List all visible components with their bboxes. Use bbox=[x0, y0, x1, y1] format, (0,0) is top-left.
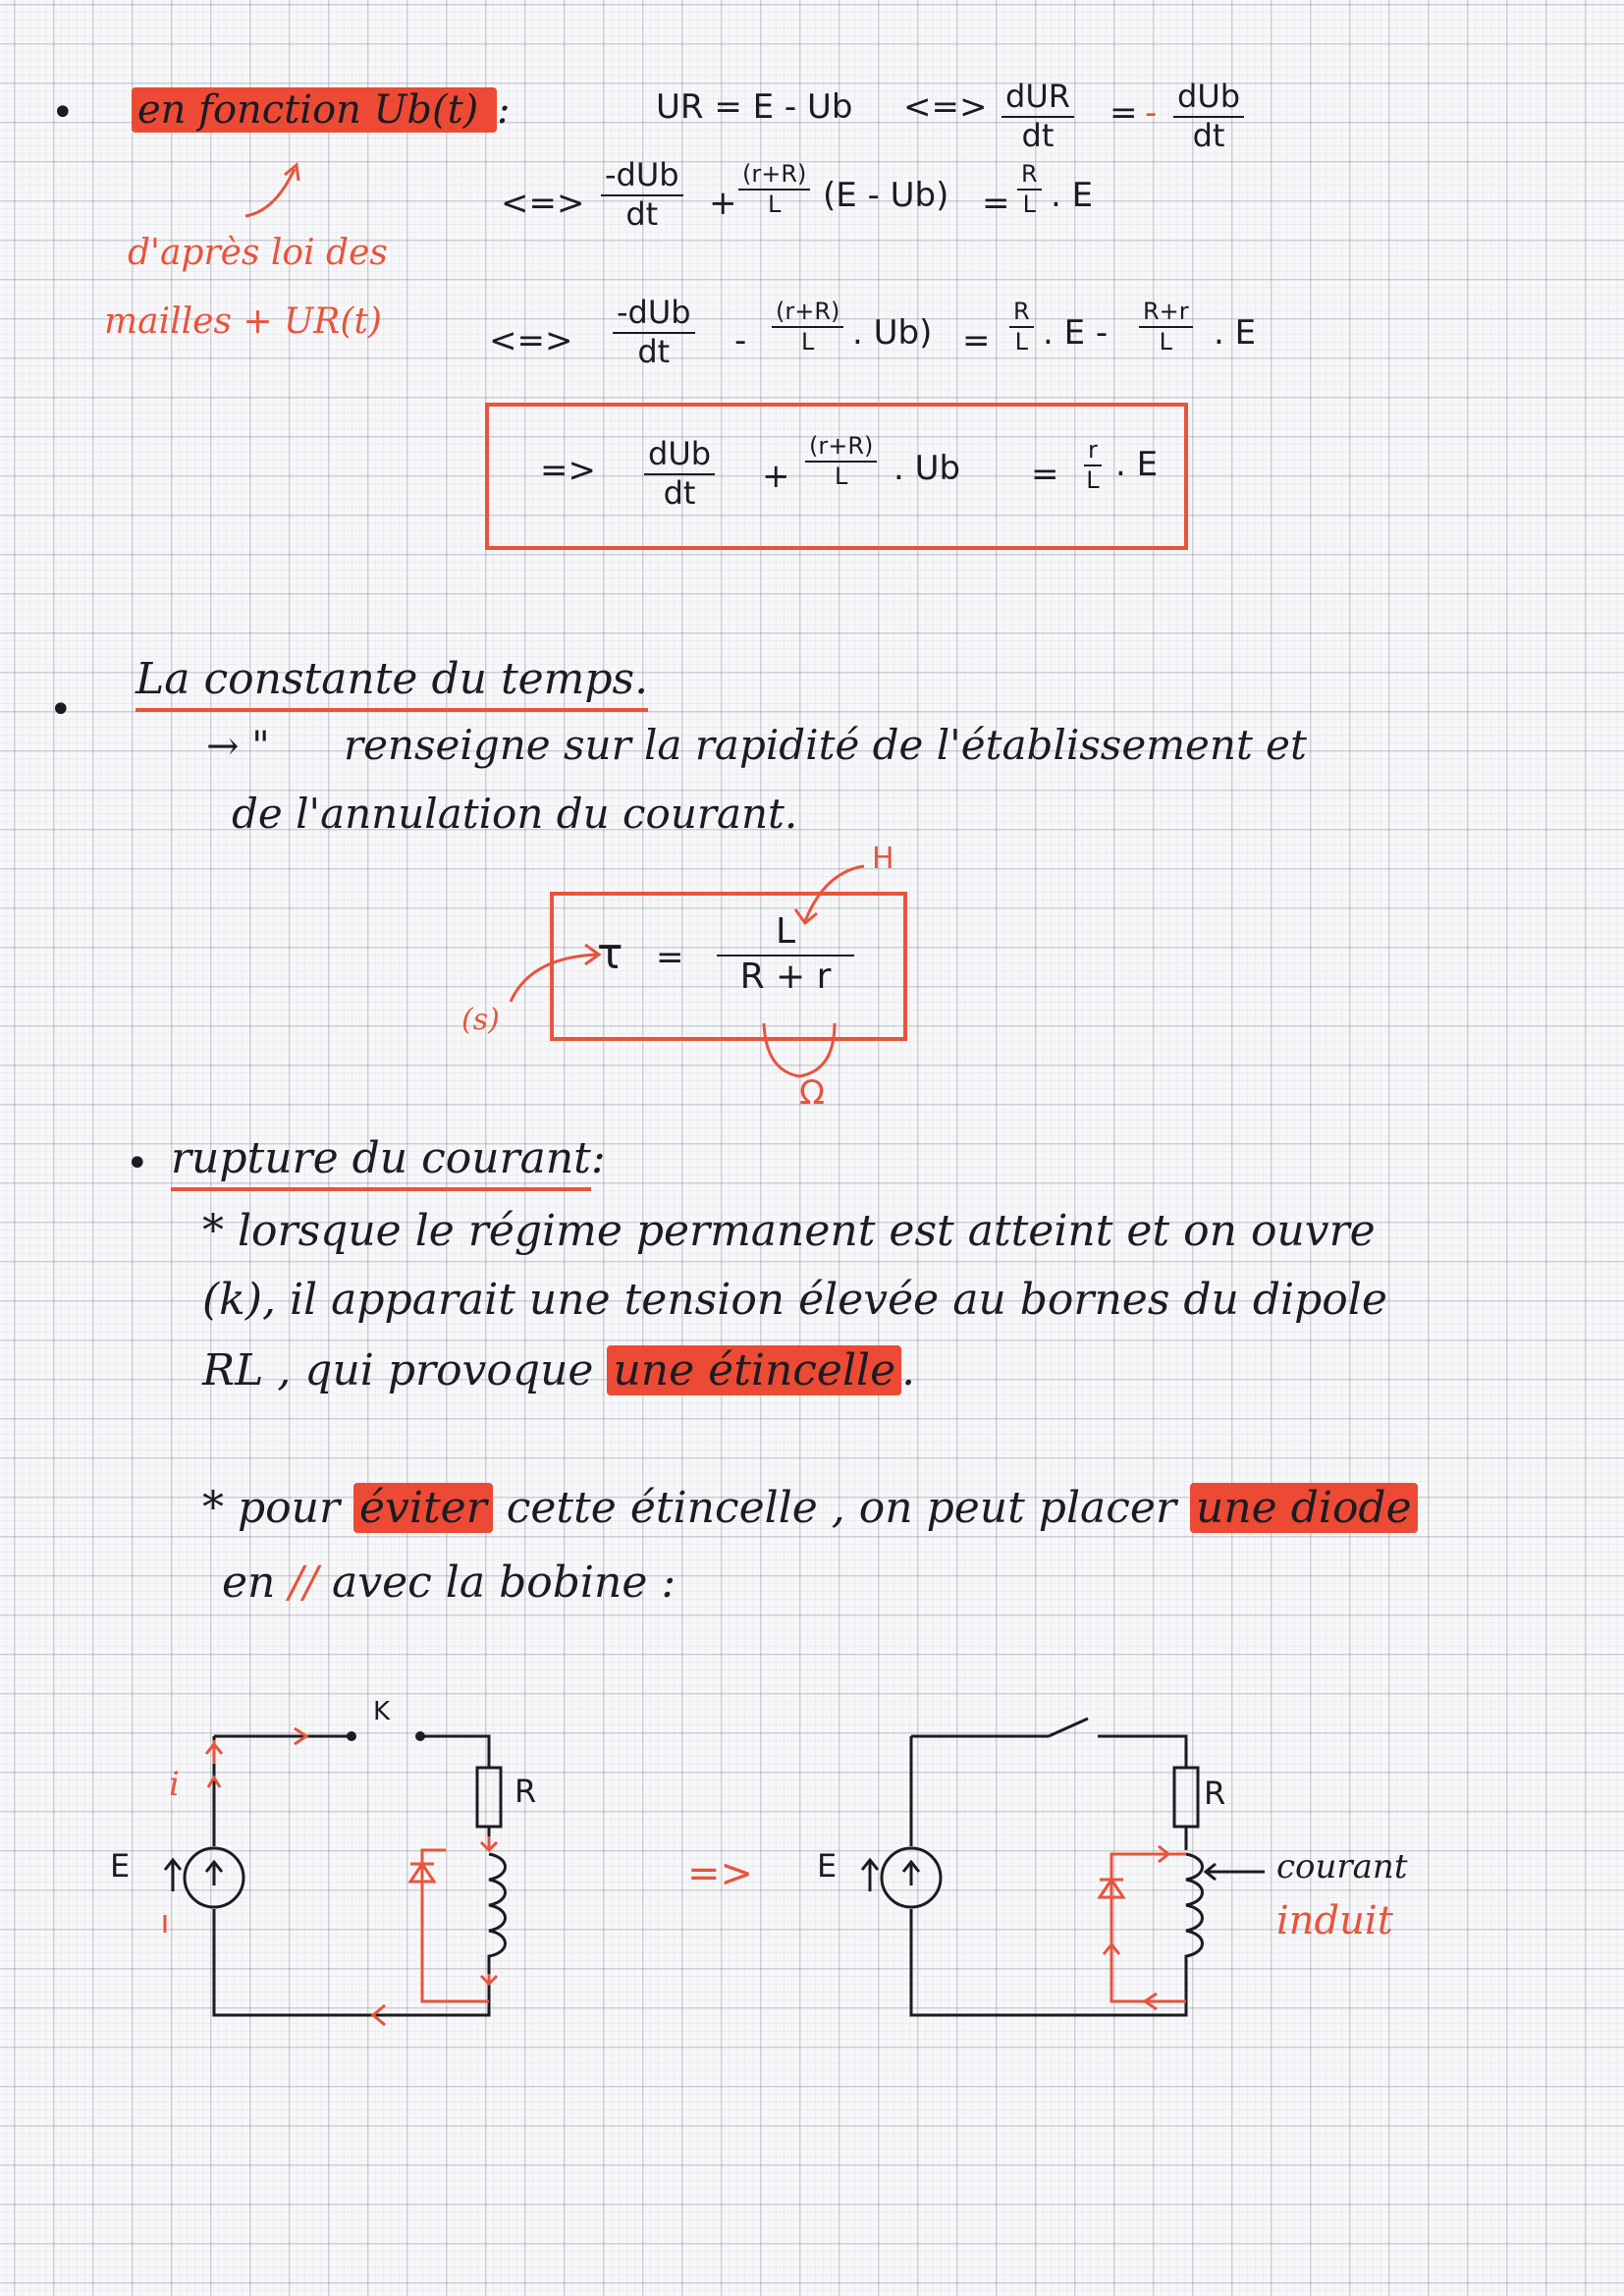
source-label-e: E bbox=[110, 1847, 131, 1885]
frac-num: r bbox=[1084, 438, 1102, 466]
heading-text: en fonction bbox=[137, 87, 361, 133]
eq3-equals: = bbox=[962, 321, 991, 360]
highlight-eviter: éviter bbox=[353, 1483, 493, 1533]
result-frac-3 bbox=[1084, 438, 1102, 493]
frac-num: (r+R) bbox=[772, 300, 843, 328]
definition-line-2: de l'annulation du courant. bbox=[232, 790, 798, 838]
frac-num: R+r bbox=[1139, 300, 1193, 328]
bullet: • bbox=[126, 1141, 149, 1186]
note-courant: courant bbox=[1276, 1847, 1408, 1886]
circuit-left bbox=[98, 1689, 569, 2043]
note-line-2: mailles + UR(t) bbox=[104, 301, 382, 342]
section-heading-constante bbox=[135, 654, 649, 704]
eq3-tail: . E bbox=[1214, 313, 1257, 353]
eq3-frac-3 bbox=[1009, 300, 1034, 355]
heading-text: rupture du courant bbox=[171, 1133, 591, 1191]
diode-line-1 bbox=[202, 1483, 1418, 1533]
heading-highlight bbox=[132, 87, 497, 133]
eq2-plus: + bbox=[709, 184, 737, 223]
frac-den: L bbox=[835, 463, 848, 491]
text-run: en bbox=[222, 1558, 276, 1608]
frac-num: (r+R) bbox=[805, 434, 877, 463]
frac-num: dUb bbox=[644, 438, 715, 475]
unit-ohm: Ω bbox=[799, 1073, 825, 1113]
tau-symbol: τ bbox=[597, 929, 623, 979]
section-heading-rupture bbox=[171, 1133, 606, 1183]
eq1-minus: - bbox=[1145, 93, 1158, 133]
result-arrow: => bbox=[540, 451, 596, 490]
unit-henry: H bbox=[872, 842, 894, 876]
frac-num: R bbox=[1017, 162, 1042, 191]
unit-arrows-icon bbox=[452, 842, 923, 1100]
rupture-line-1: * lorsque le régime permanent est atteint et on ouvre bbox=[202, 1206, 1376, 1256]
frac-den: dt bbox=[625, 194, 659, 233]
frac-num: -dUb bbox=[601, 159, 683, 196]
eq2-arrow: <=> bbox=[501, 184, 585, 223]
frac-num: dUR bbox=[1001, 81, 1074, 118]
eq2-tail: . E bbox=[1051, 176, 1094, 215]
eq3-frac-1 bbox=[613, 294, 695, 370]
switch-label-k: K bbox=[373, 1697, 391, 1726]
eq3-mid: . Ub) bbox=[852, 313, 933, 353]
heading-var: Ub(t) bbox=[373, 87, 479, 133]
highlight-etincelle: une étincelle bbox=[607, 1345, 901, 1395]
resistor-icon bbox=[477, 1768, 501, 1827]
current-label-i: i bbox=[169, 1765, 180, 1804]
section-heading-fonction bbox=[132, 87, 511, 133]
rupture-line-3 bbox=[202, 1345, 916, 1395]
eq2-equals: = bbox=[982, 184, 1010, 223]
eq1-frac-dub bbox=[1173, 78, 1244, 154]
text-run: RL , qui provoque bbox=[202, 1345, 594, 1395]
frac-den: dt bbox=[1192, 116, 1225, 154]
coil-icon bbox=[489, 1854, 506, 1984]
text-run: avec la bobine : bbox=[332, 1558, 677, 1608]
text-run: cette étincelle , on peut placer bbox=[506, 1483, 1176, 1533]
eq1-lhs: UR = E - Ub bbox=[656, 87, 853, 127]
eq2-frac-2 bbox=[738, 162, 810, 217]
eq3-frac-2 bbox=[772, 300, 843, 355]
resistor-icon bbox=[1174, 1768, 1198, 1827]
result-frac-1 bbox=[644, 435, 715, 512]
eq1-arrow: <=> bbox=[903, 87, 988, 127]
rupture-line-2: (k), il apparait une tension élevée au bornes du dipole bbox=[202, 1275, 1387, 1325]
transition-arrow: => bbox=[687, 1851, 754, 1896]
frac-num: L bbox=[717, 913, 854, 957]
result-frac-2 bbox=[805, 434, 877, 489]
heading-colon: : bbox=[496, 87, 511, 133]
eq3-mid2: . E - bbox=[1043, 313, 1109, 353]
definition-line-1: renseigne sur la rapidité de l'établissement et bbox=[344, 721, 1307, 769]
frac-den: L bbox=[1022, 191, 1037, 219]
result-plus: + bbox=[762, 457, 790, 496]
frac-den: dt bbox=[663, 473, 696, 512]
eq3-arrow: <=> bbox=[489, 321, 573, 360]
eq3-frac-4 bbox=[1139, 300, 1193, 355]
eq2-mid: (E - Ub) bbox=[823, 176, 949, 215]
unit-seconds: (s) bbox=[461, 1003, 500, 1037]
frac-num: -dUb bbox=[613, 297, 695, 334]
frac-den: L bbox=[1086, 466, 1100, 495]
note-arrow-icon bbox=[236, 157, 314, 236]
resistor-label-r: R bbox=[1204, 1775, 1226, 1812]
result-tail: . E bbox=[1115, 445, 1159, 484]
frac-num: dUb bbox=[1173, 81, 1244, 118]
parallel-symbol: // bbox=[289, 1558, 319, 1608]
frac-den: dt bbox=[1021, 116, 1055, 154]
text-run: * pour bbox=[202, 1483, 341, 1533]
frac-den: dt bbox=[637, 332, 671, 370]
eq2-frac-1 bbox=[601, 156, 683, 233]
eq3-minus: - bbox=[734, 321, 747, 360]
bullet: • bbox=[49, 687, 73, 733]
frac-den: L bbox=[768, 191, 782, 219]
switch-open-icon bbox=[1049, 1719, 1088, 1736]
note-induit: induit bbox=[1276, 1898, 1393, 1943]
arrow-glyph: → " bbox=[206, 724, 270, 769]
eq1-equals: = bbox=[1110, 93, 1138, 133]
diode-line-2 bbox=[222, 1558, 677, 1608]
tau-equals: = bbox=[656, 938, 684, 977]
frac-num: R bbox=[1009, 300, 1034, 328]
frac-den: R + r bbox=[739, 956, 832, 997]
highlight-diode: une diode bbox=[1190, 1483, 1418, 1533]
heading-text: La constante du temps. bbox=[135, 654, 648, 712]
eq1-frac-dur bbox=[1001, 78, 1074, 154]
frac-num: (r+R) bbox=[738, 162, 810, 191]
resistor-label-r: R bbox=[514, 1773, 537, 1810]
bullet: • bbox=[51, 90, 75, 136]
heading-colon: : bbox=[590, 1133, 606, 1183]
coil-icon bbox=[1186, 1854, 1203, 1984]
result-equals: = bbox=[1031, 455, 1059, 494]
frac-den: L bbox=[1159, 328, 1173, 356]
eq2-frac-3 bbox=[1017, 162, 1042, 217]
source-label-e: E bbox=[817, 1847, 838, 1885]
text-run: . bbox=[901, 1345, 916, 1395]
result-mid: . Ub bbox=[893, 449, 961, 488]
note-line-1: d'après loi des bbox=[128, 233, 388, 273]
frac-den: L bbox=[1014, 328, 1029, 356]
frac-den: L bbox=[801, 328, 815, 356]
